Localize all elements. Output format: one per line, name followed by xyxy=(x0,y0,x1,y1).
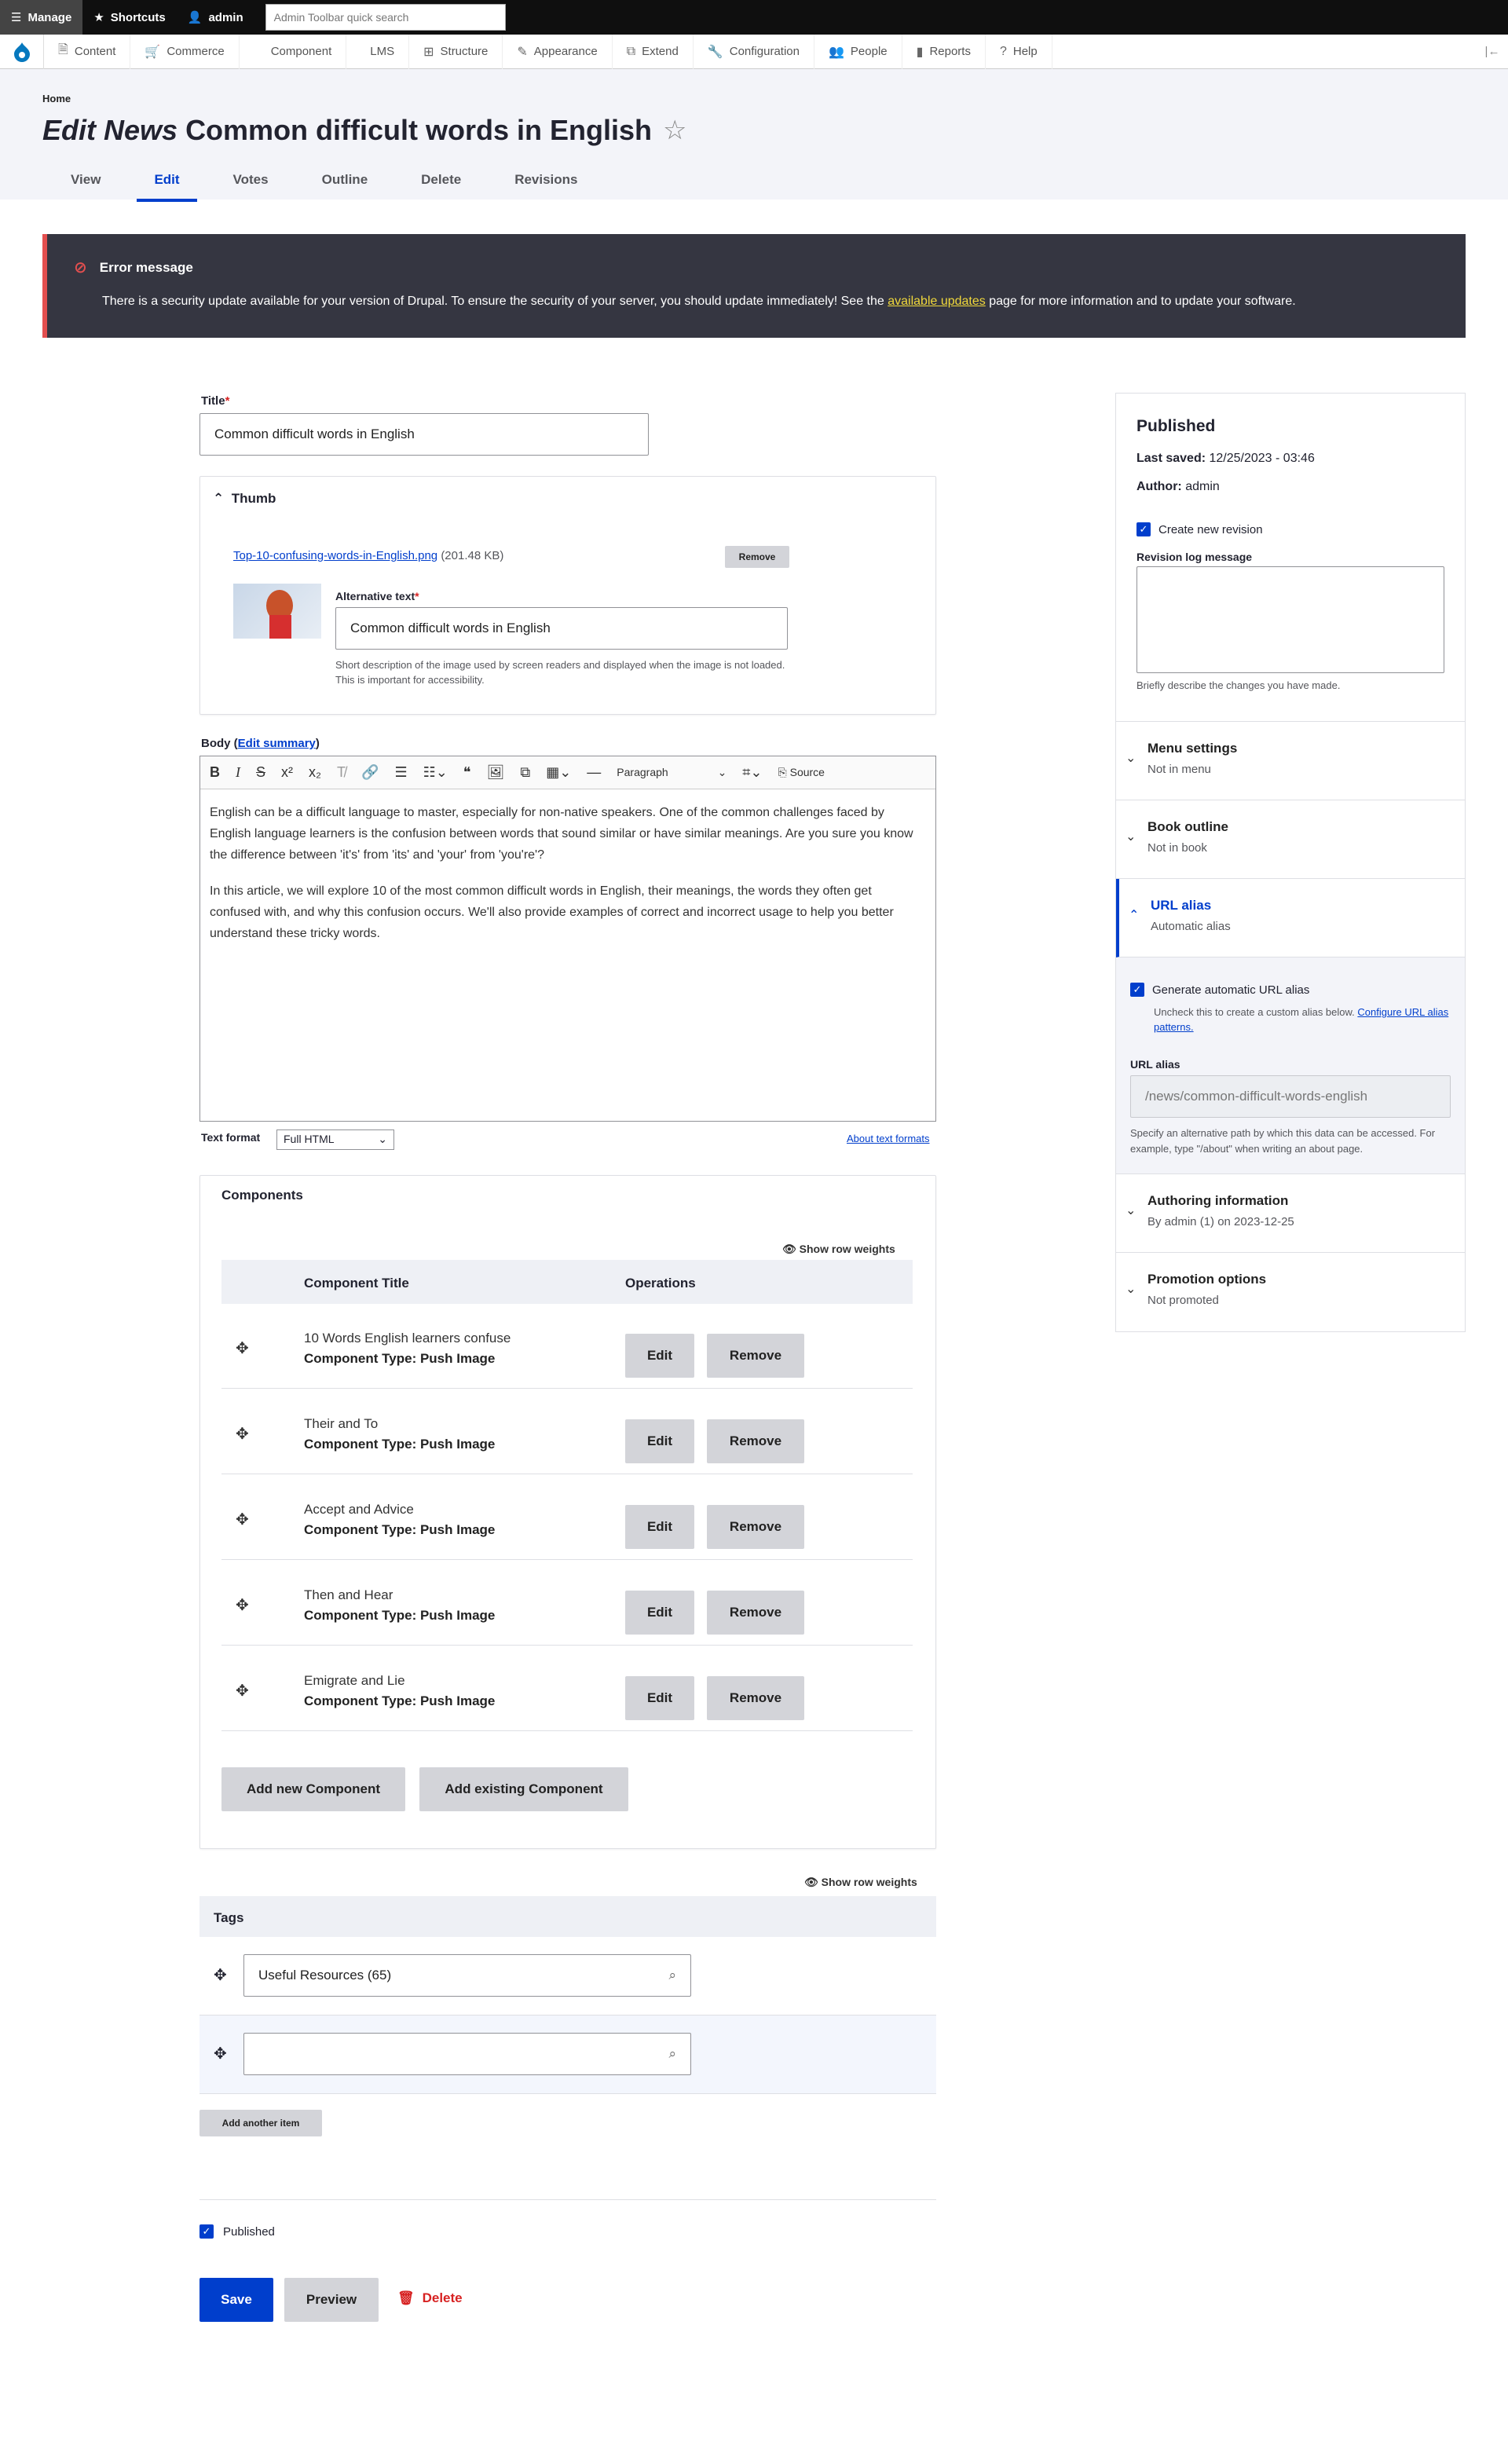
commerce-icon: 🛒 xyxy=(145,45,161,59)
source-label: Source xyxy=(789,766,825,778)
author-label: Author: xyxy=(1136,480,1182,493)
alt-text-input[interactable]: Common difficult words in English xyxy=(335,607,788,650)
toolbar-search-input[interactable]: Admin Toolbar quick search xyxy=(265,4,506,31)
document-icon: 🗎 xyxy=(58,43,68,57)
component-type: Component Type: Push Image xyxy=(304,1522,496,1537)
book-outline-summary: Not in book xyxy=(1147,841,1207,855)
tray-item-lms[interactable] xyxy=(346,35,409,69)
tray-item-configuration[interactable] xyxy=(694,35,814,69)
text-format-value: Full HTML xyxy=(284,1133,335,1145)
error-text-before: There is a security update available for your version of Drupal. To ensure the security of your server, you should update immediately! See the xyxy=(102,295,888,308)
promotion-title: Promotion options xyxy=(1147,1272,1267,1287)
remove-component-button[interactable]: Remove xyxy=(707,1334,804,1378)
eye-icon: 👁 xyxy=(804,1876,818,1888)
toolbar-tray xyxy=(0,35,1508,69)
tray-item-reports[interactable] xyxy=(902,35,986,69)
remove-format-icon[interactable]: T̸ xyxy=(337,764,346,780)
tray-item-component[interactable] xyxy=(240,35,347,69)
edit-summary-link[interactable]: Edit summary xyxy=(237,737,316,750)
tray-item-structure[interactable] xyxy=(409,35,503,69)
save-button[interactable]: Save xyxy=(199,2278,273,2322)
url-alias-summary: Automatic alias xyxy=(1151,920,1231,933)
body-label: Body (Edit summary) xyxy=(201,737,320,750)
edit-component-button[interactable]: Edit xyxy=(625,1676,694,1720)
drag-handle-icon[interactable]: ✥ xyxy=(236,1597,249,1614)
book-outline-section[interactable] xyxy=(1116,800,1465,879)
thumb-fieldset xyxy=(199,476,936,715)
author xyxy=(1136,480,1220,494)
url-alias-input[interactable]: /news/common-difficult-words-english xyxy=(1130,1075,1451,1118)
shortcuts-label: Shortcuts xyxy=(110,10,166,24)
bar-chart-icon: ▮ xyxy=(916,45,924,59)
url-alias-help: Specify an alternative path by which this data can be accessed. For example, type "/about" when writing an about page. xyxy=(1130,1127,1436,1155)
tray-label: Extend xyxy=(642,45,679,58)
tag-autocomplete-input[interactable] xyxy=(243,1954,691,1997)
authoring-summary: By admin (1) on 2023-12-25 xyxy=(1147,1215,1294,1228)
revision-help: Briefly describe the changes you have made. xyxy=(1136,679,1341,691)
tray-item-people[interactable] xyxy=(814,35,902,69)
drag-handle-icon[interactable]: ✥ xyxy=(214,2045,227,2063)
table-row xyxy=(221,1304,913,1389)
eye-icon: 👁 xyxy=(782,1243,796,1255)
author-value: admin xyxy=(1185,480,1220,493)
published-checkbox[interactable] xyxy=(199,2224,275,2239)
menu-settings-summary: Not in menu xyxy=(1147,763,1211,776)
drag-handle-icon[interactable]: ✥ xyxy=(236,1511,249,1529)
editor-toolbar xyxy=(200,756,935,789)
help-icon: ? xyxy=(999,44,1007,58)
tray-item-extend[interactable] xyxy=(613,35,694,69)
available-updates-link[interactable]: available updates xyxy=(888,295,986,308)
tag-row xyxy=(199,1937,936,2016)
status-heading: Published xyxy=(1136,417,1216,435)
component-title: Then and Hear xyxy=(304,1587,393,1602)
table-row xyxy=(221,1646,913,1731)
source-button[interactable]: ⎘ Source xyxy=(778,766,825,778)
tray-item-content[interactable] xyxy=(44,35,130,69)
components-show-weights[interactable] xyxy=(782,1243,895,1256)
chevron-down-icon: ⌄ xyxy=(1126,1204,1136,1217)
col-operations: Operations xyxy=(625,1276,696,1291)
component-type: Component Type: Push Image xyxy=(304,1351,496,1366)
title-text: Common difficult words in English xyxy=(185,114,653,146)
checkbox-checked-icon: ✓ xyxy=(1136,522,1151,536)
remove-component-button[interactable]: Remove xyxy=(707,1676,804,1720)
tray-label: Structure xyxy=(440,45,489,58)
link-icon[interactable]: 🔗 xyxy=(361,764,379,780)
text-format-label: Text format xyxy=(201,1131,261,1144)
component-title: Their and To xyxy=(304,1416,379,1431)
trash-icon: 🗑 xyxy=(397,2290,415,2305)
book-outline-title: Book outline xyxy=(1147,819,1228,834)
chevron-down-icon: ⌄ xyxy=(1126,752,1136,765)
error-text xyxy=(102,295,1439,309)
hamburger-icon: ☰ xyxy=(11,11,22,24)
component-title: 10 Words English learners confuse xyxy=(304,1331,511,1345)
error-text-after: page for more information and to update your software. xyxy=(985,295,1296,308)
subscript-icon[interactable]: x₂ xyxy=(309,764,322,780)
tray-label: Commerce xyxy=(167,45,225,58)
people-icon: 👥 xyxy=(828,45,844,59)
last-saved-label: Last saved: xyxy=(1136,452,1206,465)
remove-component-button[interactable]: Remove xyxy=(707,1419,804,1463)
generate-alias-label: Generate automatic URL alias xyxy=(1152,983,1310,997)
alt-text-label: Alternative text* xyxy=(335,590,419,602)
table-row xyxy=(221,1475,913,1560)
last-saved xyxy=(1136,452,1315,466)
tags-header xyxy=(199,1896,936,1937)
promotion-options-section[interactable] xyxy=(1116,1253,1465,1331)
structure-icon: ⊞ xyxy=(423,45,434,59)
user-icon: 👤 xyxy=(187,11,203,24)
page-title xyxy=(42,114,1508,147)
title-label: Title* xyxy=(201,394,230,408)
url-alias-field-label: URL alias xyxy=(1130,1058,1180,1071)
edit-component-button[interactable]: Edit xyxy=(625,1334,694,1378)
show-weights-label: Show row weights xyxy=(799,1243,895,1255)
admin-toolbar xyxy=(0,0,1508,35)
error-message xyxy=(42,234,1466,338)
body-paragraph-1[interactable]: English can be a difficult language to master, especially for non-native speakers. One of the common challenges faced by English language learners is the confusion between words that sound similar or have similar meanings. Are you sure you know the difference between 'it's' from 'its' and 'your' from 'you're'? xyxy=(210,806,913,862)
tags-label: Tags xyxy=(214,1910,244,1925)
url-alias-title: URL alias xyxy=(1151,898,1212,913)
checkbox-checked-icon: ✓ xyxy=(1130,983,1144,997)
primary-tabs xyxy=(53,164,1508,202)
error-icon: ⊘ xyxy=(74,259,87,276)
component-type: Component Type: Push Image xyxy=(304,1693,496,1708)
thumb-label: Thumb xyxy=(231,491,276,506)
chevron-down-icon: ⌄ xyxy=(717,766,727,778)
components-table-header xyxy=(221,1260,913,1304)
chevron-down-icon: ⌄ xyxy=(378,1133,387,1145)
add-new-component-button[interactable]: Add new Component xyxy=(221,1767,405,1811)
superscript-icon[interactable]: x² xyxy=(281,764,294,780)
image-icon[interactable]: 🖼 xyxy=(486,764,505,780)
drag-handle-icon[interactable]: ✥ xyxy=(236,1426,249,1443)
remove-component-button[interactable]: Remove xyxy=(707,1591,804,1635)
table-row xyxy=(221,1561,913,1646)
tray-label: Component xyxy=(270,45,332,58)
horizontal-line-icon[interactable]: — xyxy=(587,764,602,780)
remove-component-button[interactable]: Remove xyxy=(707,1505,804,1549)
heading-select-value: Paragraph xyxy=(617,766,668,778)
body-label-text: Body xyxy=(201,737,231,750)
menu-settings-title: Menu settings xyxy=(1147,741,1238,756)
manage-tab[interactable] xyxy=(0,0,82,35)
edit-component-button[interactable]: Edit xyxy=(625,1591,694,1635)
sidebar xyxy=(1115,393,1466,1332)
alias-help-text: Uncheck this to create a custom alias below. xyxy=(1154,1006,1358,1018)
numbered-list-icon[interactable]: ☷⌄ xyxy=(423,764,448,780)
sidebar-meta xyxy=(1116,394,1465,722)
drag-handle-icon[interactable]: ✥ xyxy=(214,1967,227,1984)
add-existing-component-button[interactable]: Add existing Component xyxy=(419,1767,628,1811)
edit-component-button[interactable]: Edit xyxy=(625,1419,694,1463)
authoring-title: Authoring information xyxy=(1147,1193,1289,1208)
url-alias-details xyxy=(1116,957,1465,1174)
tag-autocomplete-input[interactable] xyxy=(243,2033,691,2075)
checkbox-checked-icon: ✓ xyxy=(199,2224,214,2239)
star-icon[interactable]: ☆ xyxy=(663,115,687,145)
title-input[interactable]: Common difficult words in English xyxy=(199,413,649,456)
shortcuts-tab[interactable] xyxy=(82,0,176,35)
user-label: admin xyxy=(208,10,243,24)
create-revision-checkbox[interactable] xyxy=(1136,522,1263,536)
promotion-summary: Not promoted xyxy=(1147,1294,1219,1307)
url-alias-section[interactable] xyxy=(1116,879,1465,957)
menu-settings-section[interactable] xyxy=(1116,722,1465,800)
create-revision-label: Create new revision xyxy=(1158,522,1263,536)
last-saved-value: 12/25/2023 - 03:46 xyxy=(1209,452,1315,465)
tray-label: LMS xyxy=(370,45,395,58)
alt-label-text: Alternative text xyxy=(335,590,415,602)
text-format-select[interactable] xyxy=(276,1129,394,1150)
divider xyxy=(199,2199,936,2200)
tab-votes[interactable]: Votes xyxy=(232,172,269,187)
breadcrumb[interactable]: Home xyxy=(42,93,71,104)
generate-alias-checkbox[interactable] xyxy=(1130,983,1309,997)
tag-row xyxy=(199,2016,936,2094)
body-paragraph-2[interactable]: In this article, we will explore 10 of the most common difficult words in English, their meanings, the words they often get confused with, and why this confusion occurs. We'll also provide examples of correct and incorrect usage to help you better understand these tricky words. xyxy=(210,884,894,940)
thumb-file-link[interactable]: Top-10-confusing-words-in-English.png xyxy=(233,549,438,562)
tray-label: People xyxy=(850,45,888,58)
alt-text-help: Short description of the image used by screen readers and displayed when the image is not loaded. This is important for accessibility. xyxy=(335,659,785,686)
tag-value: Useful Resources (65) xyxy=(258,1968,392,1983)
authoring-information-section[interactable] xyxy=(1116,1174,1465,1253)
italic-icon[interactable]: I xyxy=(236,764,240,780)
bulleted-list-icon[interactable]: ☰ xyxy=(394,764,408,780)
tray-orientation-toggle-icon[interactable]: |← xyxy=(1484,45,1500,58)
component-title: Emigrate and Lie xyxy=(304,1673,405,1688)
table-icon[interactable]: ▦⌄ xyxy=(546,764,572,780)
error-heading: Error message xyxy=(99,259,193,275)
strikethrough-icon[interactable]: S xyxy=(256,764,266,780)
title-label-text: Title xyxy=(201,394,225,408)
components-label: Components xyxy=(221,1188,303,1203)
configure-alias-patterns-link[interactable]: Configure URL alias patterns. xyxy=(1154,1006,1449,1033)
component-type: Component Type: Push Image xyxy=(304,1437,496,1452)
tray-label: Help xyxy=(1012,45,1038,58)
tags-show-weights[interactable] xyxy=(804,1876,917,1889)
table-row xyxy=(221,1389,913,1474)
tray-item-appearance[interactable] xyxy=(503,35,612,69)
delete-label: Delete xyxy=(422,2290,463,2305)
chevron-up-icon: ⌃ xyxy=(213,491,225,506)
thumb-file xyxy=(233,549,503,562)
bold-icon[interactable]: B xyxy=(210,764,220,780)
tab-view[interactable]: View xyxy=(71,172,101,187)
code-block-icon[interactable]: ⌗⌄ xyxy=(742,764,763,780)
published-label: Published xyxy=(223,2224,275,2239)
tray-item-commerce[interactable] xyxy=(130,35,239,69)
puzzle-icon: ⧉ xyxy=(626,44,636,58)
star-icon: ★ xyxy=(93,11,104,24)
paintbrush-icon: ✎ xyxy=(517,45,528,59)
title-prefix: Edit News xyxy=(42,114,178,146)
show-weights-label: Show row weights xyxy=(821,1876,917,1888)
tab-delete[interactable]: Delete xyxy=(421,172,462,187)
tray-label: Content xyxy=(74,45,116,58)
component-type: Component Type: Push Image xyxy=(304,1608,496,1623)
user-tab[interactable] xyxy=(177,0,254,35)
drupal-logo-icon[interactable] xyxy=(0,35,44,69)
revision-log-textarea[interactable] xyxy=(1136,566,1444,673)
revision-log-label: Revision log message xyxy=(1136,551,1253,563)
edit-component-button[interactable]: Edit xyxy=(625,1505,694,1549)
thumb-summary[interactable] xyxy=(213,491,276,507)
add-another-item-button[interactable]: Add another item xyxy=(199,2110,322,2136)
generate-alias-help xyxy=(1154,1005,1452,1034)
page-header xyxy=(0,69,1508,200)
tray-item-help[interactable] xyxy=(986,35,1052,69)
chevron-down-icon: ⌄ xyxy=(1126,830,1136,844)
chevron-up-icon: ⌃ xyxy=(1129,909,1140,922)
thumb-remove-button[interactable]: Remove xyxy=(725,546,789,568)
tab-revisions[interactable]: Revisions xyxy=(514,172,578,187)
manage-label: Manage xyxy=(27,10,72,24)
drag-handle-icon[interactable]: ✥ xyxy=(236,1682,249,1700)
thumb-preview-image xyxy=(233,584,321,639)
preview-button[interactable]: Preview xyxy=(284,2278,379,2322)
search-icon: ⌕ xyxy=(668,2046,676,2061)
blockquote-icon[interactable]: ❝ xyxy=(463,764,471,780)
tray-label: Reports xyxy=(929,45,971,58)
about-text-formats-link[interactable]: About text formats xyxy=(847,1133,930,1144)
chevron-down-icon: ⌄ xyxy=(1126,1283,1136,1296)
tab-edit[interactable]: Edit xyxy=(137,164,196,202)
col-component-title: Component Title xyxy=(304,1276,409,1291)
component-title: Accept and Advice xyxy=(304,1502,414,1517)
tray-label: Appearance xyxy=(533,45,598,58)
drag-handle-icon[interactable]: ✥ xyxy=(236,1340,249,1357)
tray-label: Configuration xyxy=(729,45,800,58)
thumb-file-size: (201.48 KB) xyxy=(441,549,504,562)
search-icon: ⌕ xyxy=(668,1968,676,1983)
delete-link[interactable] xyxy=(397,2290,463,2306)
tab-outline[interactable]: Outline xyxy=(321,172,368,187)
body-editor xyxy=(199,756,936,1122)
heading-select[interactable] xyxy=(617,766,727,779)
wrench-icon: 🔧 xyxy=(707,45,723,59)
media-icon[interactable]: ⧉ xyxy=(520,764,531,780)
